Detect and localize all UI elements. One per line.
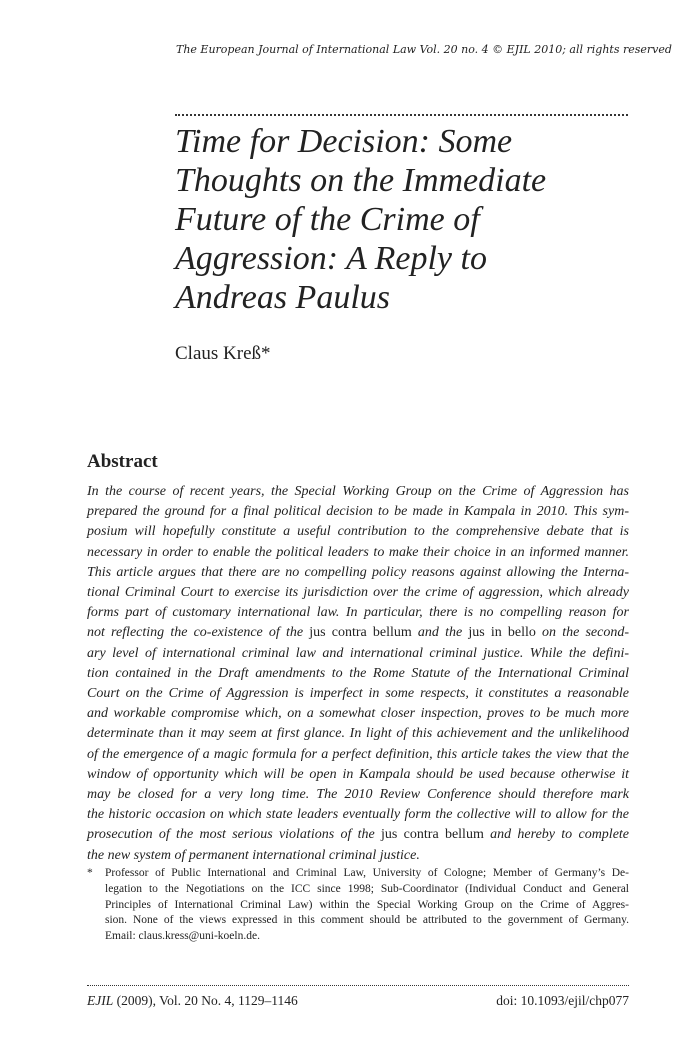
latin-term: jus contra bellum [309,625,412,641]
author-name: Claus Kreß* [175,343,271,364]
abstract-line: of the emergence of a magic formula for a perfect definition, this article takes the view that the [87,746,629,762]
journal-citation: EJIL (2009), Vol. 20 No. 4, 1129–1146 [87,993,298,1008]
abstract-line: window of opportunity which will be open in Kampala should be used because otherwise it [87,766,629,782]
doi-reference: doi: 10.1093/ejil/chp077 [496,993,629,1008]
abstract-line: This article argues that there are no compelling policy reasons against allowing the Interna- [87,564,629,580]
abstract-line: prepared the ground for a final political decision to be made in Kampala in 2010. This sym- [87,504,629,520]
footnote-body [105,866,629,945]
abstract-line: may be closed for a very long time. The 2010 Review Conference should therefore mark [87,787,629,803]
abstract-line: In the course of recent years, the Special Working Group on the Crime of Aggression has [87,484,629,499]
footnote-marker: * [87,867,93,879]
footnote-line: legation to the Negotiations on the ICC since 1998; Sub-Coordinator (Individual Conduct and General [105,882,629,895]
abstract-line: and workable compromise which, on a somewhat closer inspection, proves to be much more [87,706,629,722]
title-line: Aggression: A Reply to [175,240,487,277]
footnote-line: Email: claus.kress@uni-koeln.de. [105,930,260,943]
abstract-heading: Abstract [87,451,158,472]
abstract-body [87,482,629,866]
journal-abbrev: EJIL [87,993,114,1008]
abstract-line: ary level of international criminal law and international criminal justice. While the defini- [87,645,629,661]
latin-term: jus contra bellum [381,827,484,843]
title-line: Future of the Crime of [175,201,480,238]
abstract-line: tional Criminal Court to exercise its jurisdiction over the crime of aggression, which already [87,585,629,601]
abstract-line: Court on the Crime of Aggression is imperfect in some respects, it constitutes a reasonable [87,686,629,702]
abstract-line: prosecution of the most serious violations of the jus contra bellum and hereby to complete [87,827,630,843]
footnote-line: Professor of Public International and Criminal Law, University of Cologne; Member of Germany’s De- [105,867,629,879]
abstract-line: posium will hopefully constitute a useful contribution to the comprehensive debate that is [87,524,629,540]
footer-rule [87,985,629,986]
footnote-line: sion. None of the views expressed in this comment should be attributed to the government of Germany. [105,914,629,927]
abstract-line: not reflecting the co-existence of the jus contra bellum and the jus in bello on the second- [87,625,629,641]
title-top-rule [175,114,628,116]
article-title [175,122,595,317]
title-line: Time for Decision: Some [175,123,513,160]
abstract-line: determinate than it may seem at first glance. In light of this achievement and the unlikelihood [87,726,629,742]
abstract-line: tion contained in the Draft amendments to the Rome Statute of the International Criminal [87,665,629,681]
abstract-line: necessary in order to enable the political leaders to make their choice in an informed manner. [87,544,629,560]
abstract-line: forms part of customary international law. In particular, there is no compelling reason for [87,605,629,621]
title-line: Thoughts on the Immediate [175,162,547,199]
abstract-line: the historic occasion on which state leaders eventually form the collective will to allow for the [87,807,629,823]
latin-term: jus in bello [468,625,536,641]
footnote-line: Principles of International Criminal Law) within the Special Working Group on the Crime of Aggres- [105,898,629,911]
title-line: Andreas Paulus [175,279,391,316]
abstract-line: the new system of permanent international criminal justice. [87,847,420,863]
running-head: The European Journal of International Law Vol. 20 no. 4 © EJIL 2010; all rights reserved [176,43,672,56]
